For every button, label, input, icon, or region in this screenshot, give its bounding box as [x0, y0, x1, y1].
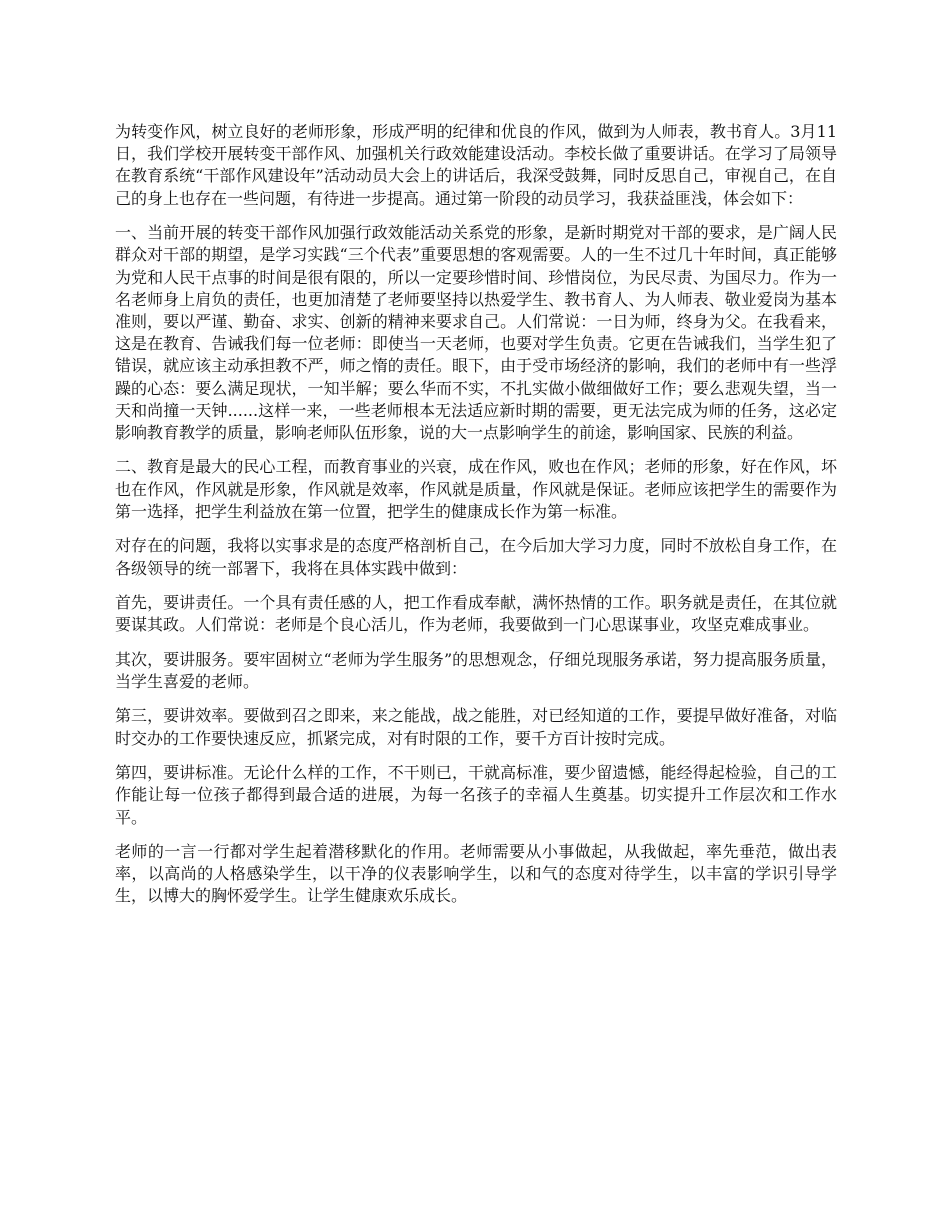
- paragraph-second-service: 其次，要讲服务。要牢固树立“老师为学生服务”的思想观念，仔细兑现服务承诺，努力提高服务质量，当学生喜爱的老师。: [115, 649, 837, 691]
- paragraph-intro: 为转变作风，树立良好的老师形象，形成严明的纪律和优良的作风，做到为人师表，教书育人。3月11日，我们学校开展转变干部作风、加强机关行政效能建设活动。李校长做了重要讲话。在学习了局领导在教育系统“干部作风建设年”活动动员大会上的讲话后，我深受鼓舞，同时反思自己，审视自己，在自己的身上也存在一些问题，有待进一步提高。通过第一阶段的动员学习，我获益匪浅，体会如下：: [115, 122, 837, 208]
- paragraph-problems: 对存在的问题，我将以实事求是的态度严格剖析自己，在今后加大学习力度，同时不放松自身工作，在各级领导的统一部署下，我将在具体实践中做到：: [115, 536, 837, 578]
- paragraph-first-responsibility: 首先，要讲责任。一个具有责任感的人，把工作看成奉献，满怀热情的工作。职务就是责任，在其位就要谋其政。人们常说：老师是个良心活儿，作为老师，我要做到一门心思谋事业，攻坚克难成事业。: [115, 593, 837, 635]
- paragraph-point-two: 二、教育是最大的民心工程，而教育事业的兴衰，成在作风，败也在作风；老师的形象，好在作风，坏也在作风，作风就是形象，作风就是效率，作风就是质量，作风就是保证。老师应该把学生的需要作为第一选择，把学生利益放在第一位置，把学生的健康成长作为第一标准。: [115, 457, 837, 521]
- paragraph-point-one: 一、当前开展的转变干部作风加强行政效能活动关系党的形象，是新时期党对干部的要求，是广阔人民群众对干部的期望，是学习实践“三个代表”重要思想的客观需要。人的一生不过几十年时间，真正能够为党和人民干点事的时间是很有限的，所以一定要珍惜时间、珍惜岗位，为民尽责、为国尽力。作为一名老师身上肩负的责任，也更加清楚了老师要坚持以热爱学生、教书育人、为人师表、敬业爱岗为基本准则，要以严谨、勤奋、求实、创新的精神来要求自己。人们常说：一日为师，终身为父。在我看来，这是在教育、告诫我们每一位老师：即使当一天老师，也要对学生负责。它更在告诫我们，当学生犯了错误，就应该主动承担教不严，师之惰的责任。眼下，由于受市场经济的影响，我们的老师中有一些浮躁的心态：要么满足现状，一知半解；要么华而不实，不扎实做小做细做好工作；要么悲观失望，当一天和尚撞一天钟......这样一来，一些老师根本无法适应新时期的需要，更无法完成为师的任务，这必定影响教育教学的质量，影响老师队伍形象，说的大一点影响学生的前途，影响国家、民族的利益。: [115, 223, 837, 442]
- document-body: [115, 121, 837, 920]
- paragraph-third-efficiency: 第三，要讲效率。要做到召之即来，来之能战，战之能胜，对已经知道的工作，要提早做好准备，对临时交办的工作要快速反应，抓紧完成，对有时限的工作，要千方百计按时完成。: [115, 706, 837, 748]
- paragraph-conclusion: 老师的一言一行都对学生起着潜移默化的作用。老师需要从小事做起，从我做起，率先垂范，做出表率，以高尚的人格感染学生，以干净的仪表影响学生，以和气的态度对待学生，以丰富的学识引导学生，以博大的胸怀爱学生。让学生健康欢乐成长。: [115, 842, 837, 906]
- paragraph-fourth-standard: 第四，要讲标准。无论什么样的工作，不干则已，干就高标准，要少留遗憾，能经得起检验，自己的工作能让每一位孩子都得到最合适的进展，为每一名孩子的幸福人生奠基。切实提升工作层次和工作水平。: [115, 763, 837, 827]
